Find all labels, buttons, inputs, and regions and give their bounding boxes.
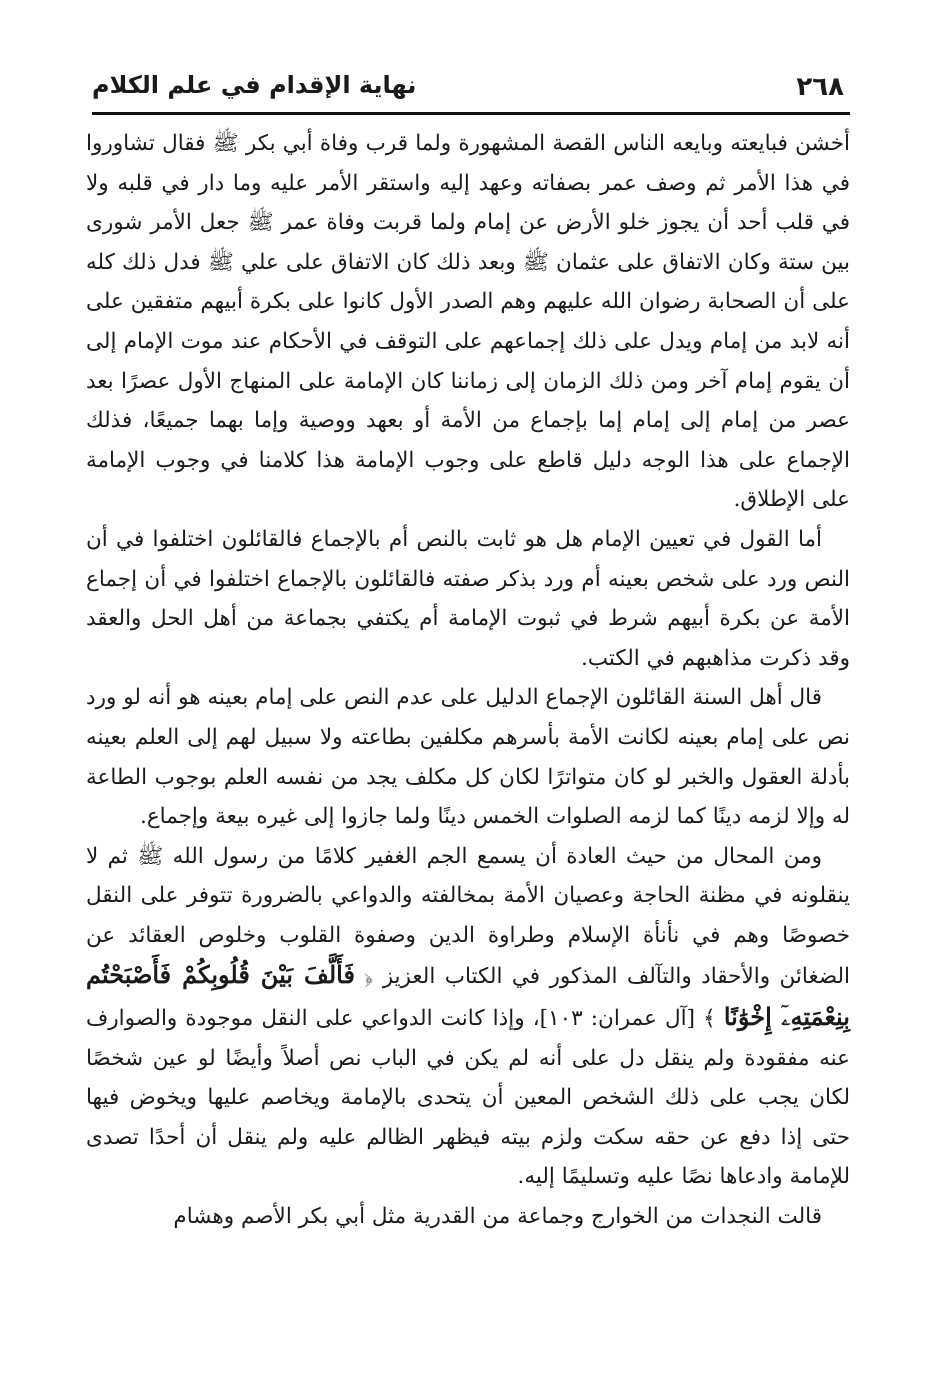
main-text (86, 124, 850, 1237)
quran-verse: فَأَلَّفَ بَيْنَ قُلُوبِكُمْ فَأَصْبَحْتُم بِنِعْمَتِهِۦٓ إِخْوَٰنًا (86, 960, 850, 1032)
paragraph-4-text-before: ومن المحال من حيث العادة أن يسمع الجم الغفير كلامًا من رسول الله ﷺ ثم لا ينقلونه في مظنة الحاجة وعصيان الأمة بمخالفته والدواعي بالضرورة تتوفر على النقل خصوصًا وهم في نأنأة الإسلام وطراوة الدين وصفوة القلوب وخلوص العقائد عن الضغائن والأحقاد والتآلف المذكور في الكتاب العزيز ﴿ (86, 843, 850, 990)
paragraph-5: قالت النجدات من الخوارج وجماعة من القدرية مثل أبي بكر الأصم وهشام (173, 1204, 822, 1230)
page-number: ٢٦٨ (796, 72, 844, 102)
paragraph-4-text-after: ﴾ [آل عمران: ١٠٣]، وإذا كانت الدواعي على النقل موجودة والصوارف عنه مفقودة ولم ينقل دل على أنه لم يكن في الباب نص أصلاً وأيضًا لو عين شخصًا لكان يجب على ذلك الشخص المعين أن يتحدى بالإمامة ويخاصم عليها ويخوض فيها حتى إذا دفع عن حقه سكت ولزم بيته فيظهر الظالم عليه ولم ينقل أن أحدًا تصدى للإمامة وادعاها نصًا عليه وتسليمًا إليه. (86, 1006, 850, 1190)
header-divider (92, 112, 850, 115)
paragraph-2: أما القول في تعيين الإمام هل هو ثابت بالنص أم بالإجماع فالقائلون اختلفوا في أن النص ورد على شخص بعينه أم ورد بذكر صفته فالقائلون بالإجماع اختلفوا في أن إجماع الأمة عن بكرة أبيهم شرط في ثبوت الإمامة أم يكتفي بجماعة من أهل الحل والعقد وقد ذكرت مذاهبهم في الكتب. (86, 526, 850, 671)
page-header (92, 60, 850, 110)
paragraph-1: أخشن فبايعته وبايعه الناس القصة المشهورة ولما قرب وفاة أبي بكر ﷺ فقال تشاوروا في هذا الأمر ثم وصف عمر بصفاته وعهد إليه واستقر الأمر عليه وما دار في قلبه ولا في قلب أحد أن يجوز خلو الأرض عن إمام ولما قربت وفاة عمر ﷺ جعل الأمر شورى بين ستة وكان الاتفاق على عثمان ﷺ وبعد ذلك كان الاتفاق على علي ﷺ فدل ذلك كله على أن الصحابة رضوان الله عليهم وهم الصدر الأول كانوا على بكرة أبيهم متفقين على أنه لابد من إمام ويدل على ذلك إجماعهم على التوقف في الأحكام عند موت الإمام إلى أن يقوم إمام آخر ومن ذلك الزمان إلى زماننا كان الإمامة على المنهاج الأول عصرًا بعد عصر من إمام إلى إمام إما بإجماع من الأمة أو بعهد ووصية وإما بهما جميعًا، فذلك الإجماع على هذا الوجه دليل قاطع على وجوب الإمامة هذا كلامنا في وجوب الإمامة على الإطلاق. (86, 131, 850, 513)
paragraph-4 (86, 837, 850, 1197)
paragraph-3: قال أهل السنة القائلون الإجماع الدليل على عدم النص على إمام بعينه هو أنه لو ورد نص على إمام بعينه لكانت الأمة بأسرهم مكلفين بطاعته ولا سبيل لهم إلى العلم بعينه بأدلة العقول والخبر لو كان متواترًا لكان كل مكلف يجد من نفسه العلم بوجوب الطاعة له وإلا لزمه دينًا كما لزمه الصلوات الخمس دينًا ولما جازوا إلى غيره بيعة وإجماع. (86, 685, 850, 830)
book-title: نهاية الإقدام في علم الكلام (92, 71, 417, 99)
